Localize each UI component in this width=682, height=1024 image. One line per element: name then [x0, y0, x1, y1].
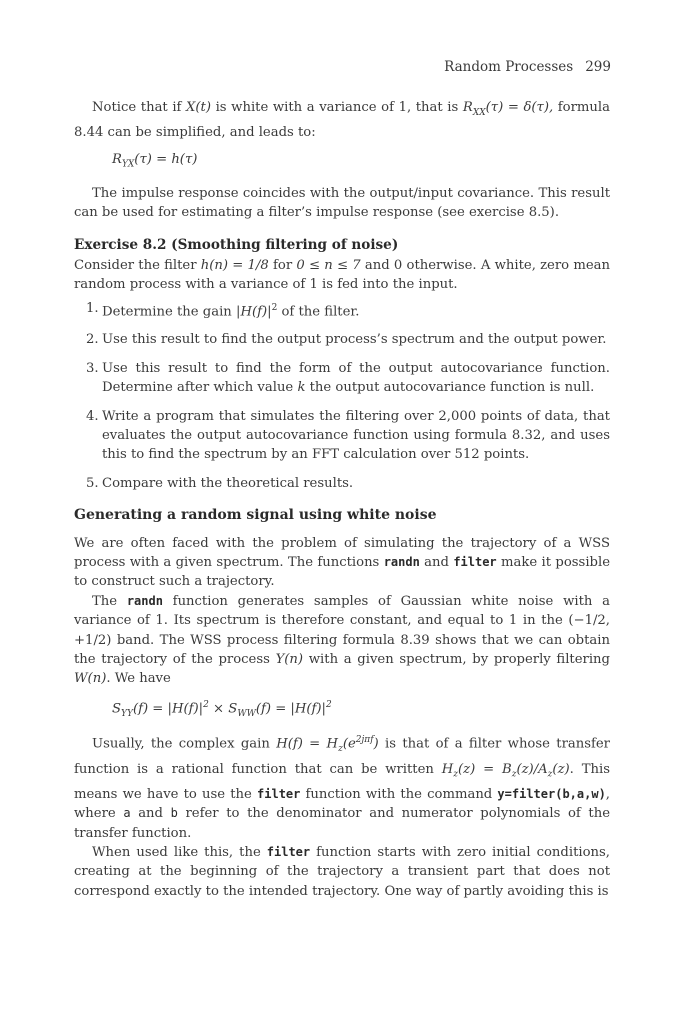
equation-ryx: $R_{YX}(\tau) = h(\tau)$ [112, 152, 198, 171]
running-header [444, 58, 611, 77]
paragraph-initial-conditions: When used like this, the filter function starts with zero initial conditions, creating at the beginning of the trajectory a transient part that does not correspond exactly to the intended trajectory. One way of partly avoiding this is [74, 844, 610, 899]
exercise-item-1: 1. Determine the gain $|H(f)|^2$ of the filter. [86, 300, 360, 319]
body-text [74, 98, 610, 901]
exercise-list [74, 299, 610, 494]
paragraph-complex-gain: Usually, the complex gain $H(f) = H_z(e^{2j\pi f})$ is that of a filter whose transfer function is a rational function that can be written $H_z(z) = B_z(z)/A_z(z)$. This means we have to use the filter function with the command y=filter(b,a,w), where a and b refer to the denominator and numerator polynomials of the transfer function. [74, 735, 611, 841]
paragraph-wss-intro: We are often faced with the problem of simulating the trajectory of a WSS process with a given spectrum. The functions randn and filter make it possible to construct such a trajectory. [74, 535, 610, 590]
running-title: Random Processes [444, 59, 574, 75]
exercise-title: Exercise 8.2 (Smoothing filtering of noise) [74, 237, 399, 254]
exercise-item-3: 3. Use this result to find the form of the output autocovariance function. Determine after which value k the output autocovariance function is null. [86, 360, 610, 396]
section-heading: Generating a random signal using white noise [74, 507, 437, 524]
exercise-item-5: 5. Compare with the theoretical results. [86, 475, 354, 491]
exercise-item-2: 2. Use this result to find the output process’s spectrum and the output power. [86, 332, 607, 348]
equation-syy: $S_{YY}(f) = |H(f)|^2 \times S_{WW}(f) = |H(f)|^2$ [112, 699, 332, 719]
exercise-intro: Consider the filter h(n) = 1/8 for 0 ≤ n ≤ 7 and 0 otherwise. A white, zero mean random process with a variance of 1 is fed into the input. [74, 257, 610, 293]
paragraph-impulse-response: The impulse response coincides with the output/input covariance. This result can be used for estimating a filter’s impulse response (see exercise 8.5). [74, 185, 610, 220]
page-number: 299 [585, 59, 611, 75]
exercise-item-4: 4. Write a program that simulates the filtering over 2,000 points of data, that evaluates the output autocovariance function using formula 8.32, and uses this to find the spectrum by an FFT calculation over 512 points. [86, 408, 610, 463]
paragraph-white-input: Notice that if X(t) is white with a variance of 1, that is $R_{XX}(\tau) = \delta(\tau)$, formula 8.44 can be simplified, and leads to: [74, 100, 610, 141]
paragraph-randn: The randn function generates samples of Gaussian white noise with a variance of 1. Its spectrum is therefore constant, and equal to 1 in the (−1/2, +1/2) band. The WSS process filtering formula 8.39 shows that we can obtain the trajectory of the process Y(n) with a given spectrum, by properly filtering W(n). We have [74, 593, 610, 687]
